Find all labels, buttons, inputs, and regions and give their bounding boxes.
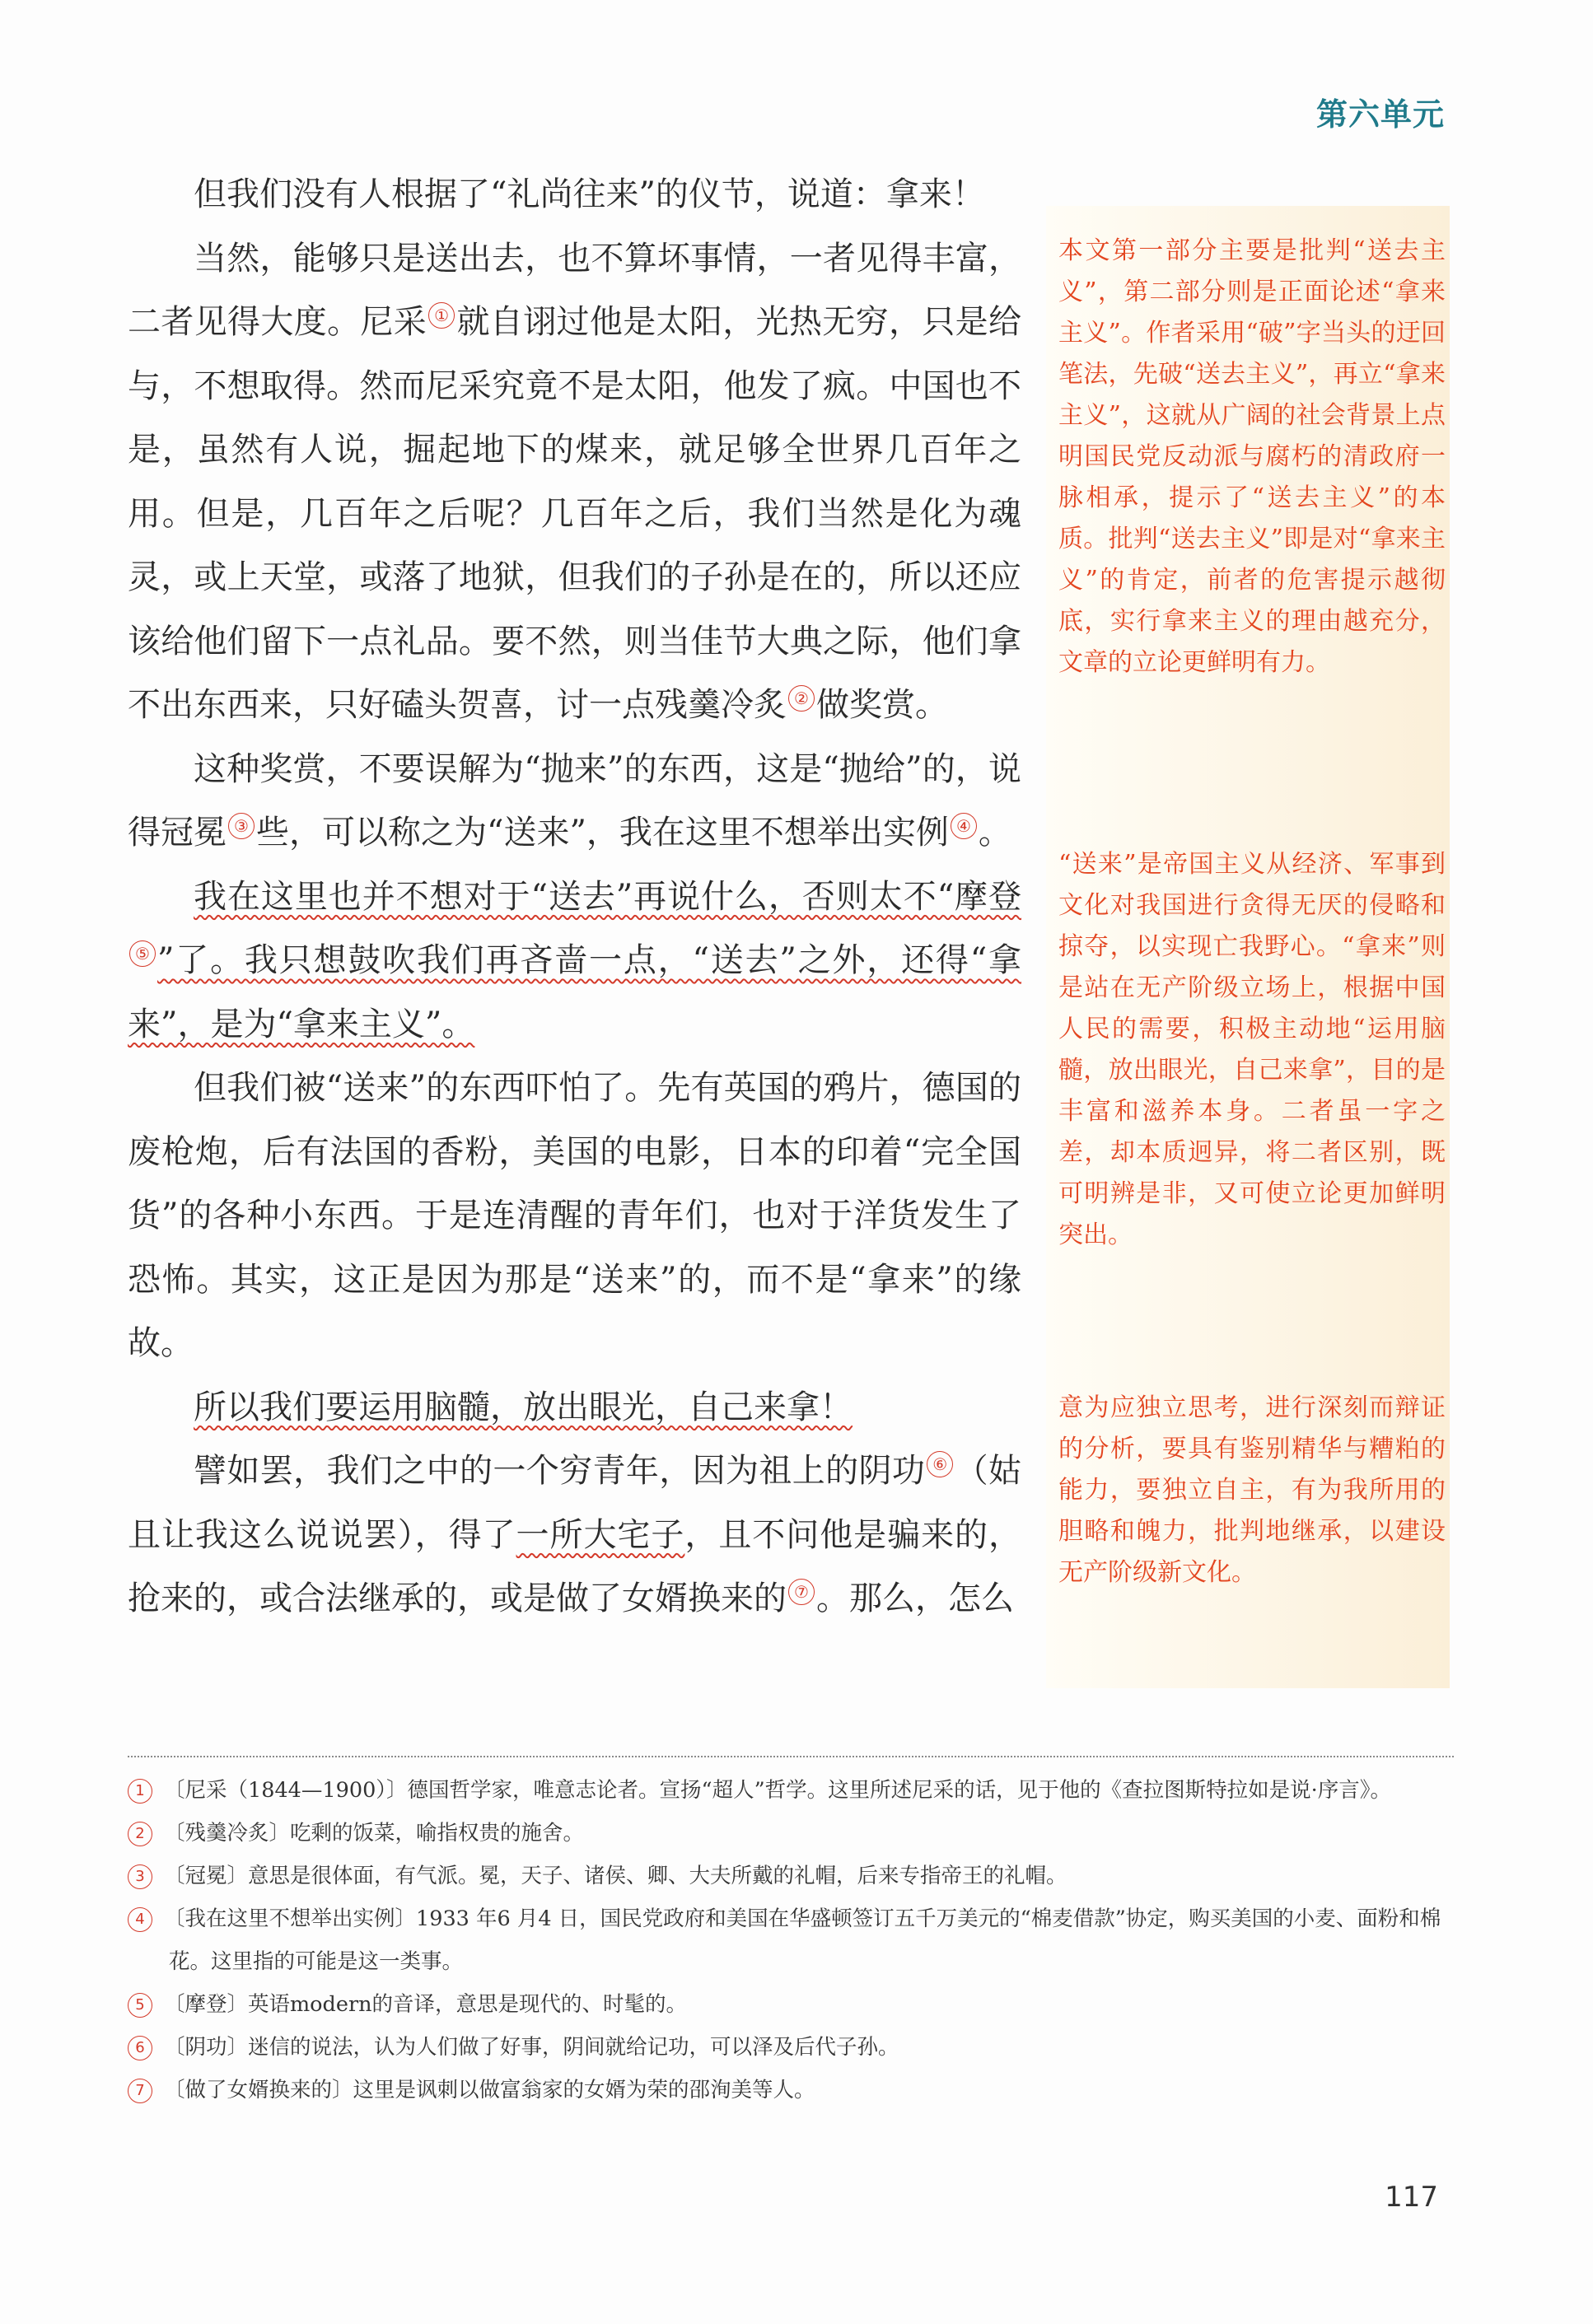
margin-note: “送来”是帝国主义从经济、军事到文化对我国进行贪得无厌的侵略和掠夺，以实现亡我野心。“拿来”则是站在无产阶级立场上，根据中国人民的需要，积极主动地“运用脑髓，放出眼光，自己来拿”，目的是丰富和滋养本身。二者虽一字之差，却本质迥异，将二者区别，既可明辨是非，又可使立论更加鲜明突出。: [1058, 850, 1446, 1249]
margin-note: 意为应独立思考，进行深刻而辩证的分析，要具有鉴别精华与糟粕的能力，要独立自主，有为我所用的胆略和魄力，批判地继承，以建设无产阶级新文化。: [1058, 1393, 1446, 1587]
page-number: 117: [1385, 2181, 1438, 2214]
underlined-text: ”了。我只想鼓吹我们再吝啬一点，“送去”之外，还得“拿来”，是为“拿来主义”。: [128, 941, 1021, 1043]
footnote-item: [128, 1897, 1454, 1983]
footnote-item: [128, 1855, 1454, 1897]
body-paragraph: [128, 1440, 1021, 1631]
text-run: 。那么，怎么: [816, 1580, 1014, 1617]
footnote-text: 〔做了女婿换来的〕这里是讽刺以做富翁家的女婿为荣的邵洵美等人。: [164, 2078, 815, 2102]
body-paragraph: [128, 163, 1021, 227]
text-run: （姑且让我这么说说罢），得了: [128, 1452, 1021, 1554]
footnote-number: 2: [128, 1822, 152, 1846]
footnote-marker: ④: [951, 813, 977, 839]
footnote-number: 3: [128, 1864, 152, 1889]
footnote-marker: ⑦: [788, 1579, 815, 1605]
footnotes-list: [128, 1769, 1454, 2112]
footnote-item: [128, 1983, 1454, 2026]
underlined-text: 我在这里也并不想对于“送去”再说什么，否则太不“摩登: [194, 877, 1021, 916]
footnote-marker: ⑤: [129, 940, 156, 967]
footnote-text: 〔我在这里不想举出实例〕1933 年6 月4 日，国民党政府和美国在华盛顿签订五千万美元的“棉麦借款”协定，购买美国的小麦、面粉和棉花。这里指的可能是这一类事。: [164, 1906, 1441, 1974]
unit-title: 第六单元: [1315, 96, 1445, 133]
underlined-text: 所以我们要运用脑髓，放出眼光，自己来拿！: [194, 1388, 853, 1426]
footnote-number: 4: [128, 1907, 152, 1932]
body-paragraph: [128, 1376, 1021, 1440]
footnote-number: 1: [128, 1779, 152, 1804]
footnote-text: 〔残羹冷炙〕吃剩的饭菜，喻指权贵的施舍。: [164, 1821, 585, 1846]
footnote-marker: ①: [428, 302, 455, 329]
text-run: 这种奖赏，不要误解为“抛来”的东西，这是“抛给”的，说得冠冕: [128, 749, 1021, 852]
text-run: 譬如罢，我们之中的一个穷青年，因为祖上的阴功: [194, 1452, 926, 1490]
text-run: 但我们被“送来”的东西吓怕了。先有英国的鸦片，德国的废枪炮，后有法国的香粉，美国的电影，日本的印着“完全国货”的各种小东西。于是连清醒的青年们，也对于洋货发生了恐怖。其实，这正是因为那是“送来”的，而不是“拿来”的缘故。: [128, 1069, 1021, 1362]
text-run: 当然，能够只是送出去，也不算坏事情，一者见得丰富，二者见得大度。尼采: [128, 239, 1021, 341]
body-paragraph: [128, 738, 1021, 866]
text-run: 。: [978, 814, 1011, 852]
body-paragraph: [128, 227, 1021, 738]
text-run: ，且不问他是骗来的，抢来的，或合法继承的，或是做了女婿换来的: [128, 1515, 1022, 1617]
footnote-marker: ⑥: [927, 1451, 953, 1477]
text-run: 就自诩过他是太阳，光热无穷，只是给与，不想取得。然而尼采究竟不是太阳，他发了疯。中国也不是，虽然有人说，掘起地下的煤来，就足够全世界几百年之用。但是，几百年之后呢？几百年之后，我们当然是化为魂灵，或上天堂，或落了地狱，但我们的子孙是在的，所以还应该给他们留下一点礼品。要不然，则当佳节大典之际，他们拿不出东西来，只好磕头贺喜，讨一点残羹冷炙: [128, 303, 1022, 724]
footnote-text: 〔摩登〕英语modern的音译，意思是现代的、时髦的。: [164, 1992, 688, 2017]
margin-note: 本文第一部分主要是批判“送去主义”，第二部分则是正面论述“拿来主义”。作者采用“破”字当头的迂回笔法，先破“送去主义”，再立“拿来主义”，这就从广阔的社会背景上点明国民党反动派与腐朽的清政府一脉相承，提示了“送去主义”的本质。批判“送去主义”即是对“拿来主义”的肯定，前者的危害提示越彻底，实行拿来主义的理由越充分，文章的立论更鲜明有力。: [1058, 236, 1446, 677]
footnote-number: 5: [128, 1993, 152, 2018]
footnote-marker: ②: [788, 685, 815, 712]
footnote-text: 〔尼采（1844—1900）〕德国哲学家，唯意志论者。宣扬“超人”哲学。这里所述尼采的话，见于他的《查拉图斯特拉如是说·序言》。: [164, 1778, 1391, 1803]
footnote-item: [128, 2026, 1454, 2069]
footnote-text: 〔冠冕〕意思是很体面，有气派。冕，天子、诸侯、卿、大夫所戴的礼帽，后来专指帝王的礼帽。: [164, 1864, 1067, 1888]
body-paragraph: [128, 1057, 1021, 1376]
footnote-text: 〔阴功〕迷信的说法，认为人们做了好事，阴间就给记功，可以泽及后代子孙。: [164, 2035, 899, 2060]
text-run: 但我们没有人根据了“礼尚往来”的仪节，说道：拿来！: [194, 175, 985, 213]
footnote-item: [128, 1812, 1454, 1855]
body-paragraph: [128, 866, 1021, 1057]
footnote-divider: [128, 1756, 1454, 1757]
text-run: 些，可以称之为“送来”，我在这里不想举出实例: [256, 814, 949, 852]
footnote-number: 6: [128, 2036, 152, 2060]
footnote-number: 7: [128, 2079, 152, 2103]
text-run: 做奖赏。: [816, 686, 948, 724]
main-text: [128, 163, 1021, 1631]
underlined-text: 一所大宅子: [516, 1515, 685, 1554]
footnote-marker: ③: [228, 813, 255, 839]
footnote-item: [128, 2069, 1454, 2112]
footnote-item: [128, 1769, 1454, 1812]
